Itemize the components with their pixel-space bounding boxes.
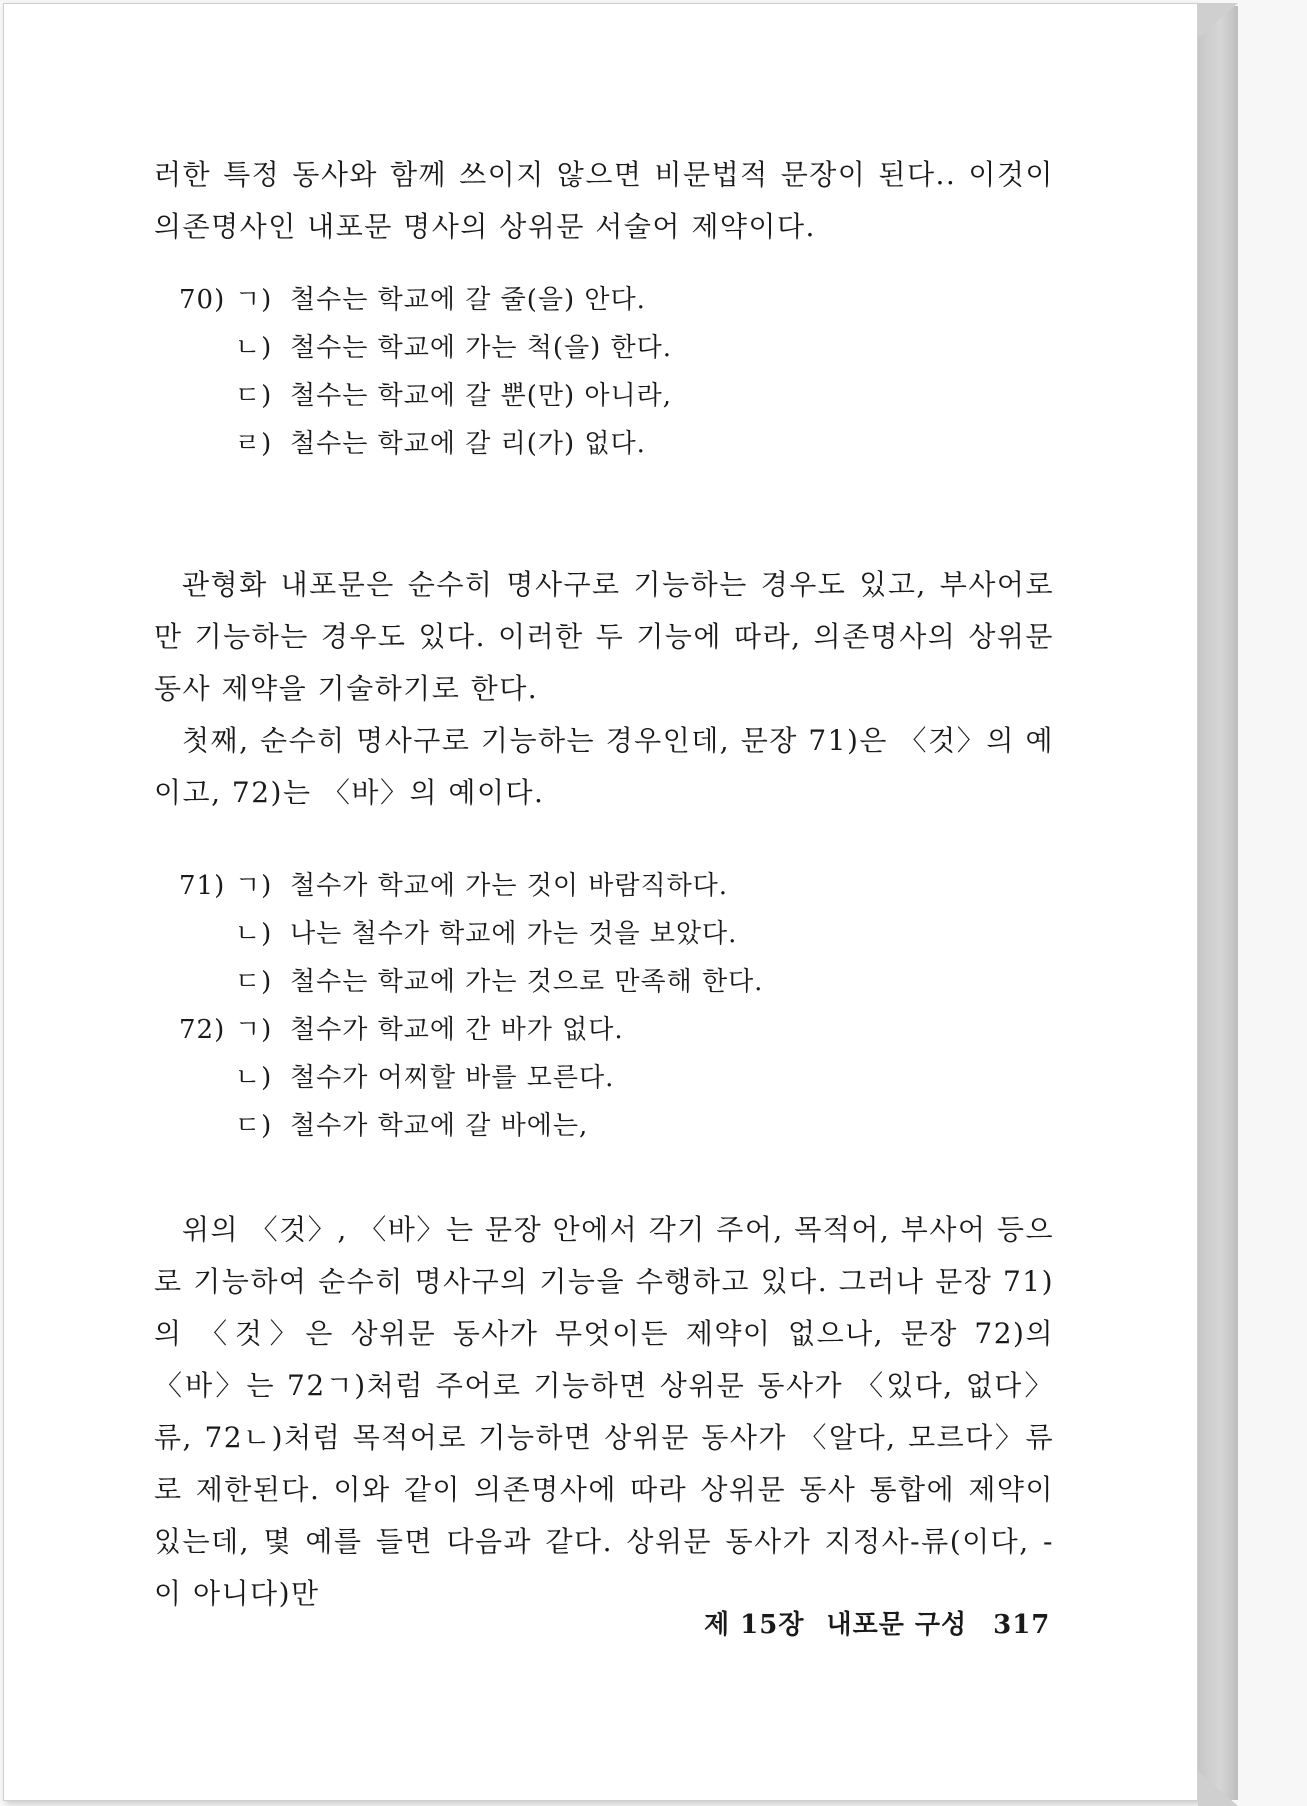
paragraph-text: 관형화 내포문은 순수히 명사구로 기능하는 경우도 있고, 부사어로만 기능하는 경우도 있다. 이러한 두 기능에 따라, 의존명사의 상위문 동사 제약을 기술하기로 한다. bbox=[154, 568, 1054, 705]
example-text: 철수는 학교에 갈 리(가) 없다. bbox=[290, 429, 646, 459]
example-number bbox=[179, 1054, 235, 1102]
paragraph-functions bbox=[154, 559, 1054, 819]
paragraph-explanation bbox=[154, 1204, 1054, 1620]
example-text: 나는 철수가 학교에 가는 것을 보았다. bbox=[290, 919, 738, 949]
example-text: 철수는 학교에 가는 것으로 만족해 한다. bbox=[290, 967, 764, 997]
example-line bbox=[179, 324, 672, 372]
paragraph-intro bbox=[154, 149, 1054, 253]
chapter-label: 제 15장 bbox=[704, 1610, 805, 1640]
example-marker: ㄷ) bbox=[235, 1111, 273, 1141]
example-number bbox=[179, 1102, 235, 1150]
example-marker: ㄱ) bbox=[235, 871, 273, 901]
example-number bbox=[179, 324, 235, 372]
example-marker: ㄷ) bbox=[235, 967, 273, 997]
example-line bbox=[179, 1102, 763, 1150]
example-line bbox=[179, 420, 672, 468]
example-number: 72) bbox=[179, 1015, 226, 1045]
example-line bbox=[179, 1054, 763, 1102]
example-line bbox=[179, 910, 763, 958]
example-marker: ㄴ) bbox=[235, 919, 273, 949]
example-text: 철수가 어찌할 바를 모른다. bbox=[290, 1063, 615, 1093]
example-line bbox=[179, 958, 763, 1006]
example-line bbox=[179, 372, 672, 420]
example-line bbox=[179, 276, 672, 324]
example-marker: ㄴ) bbox=[235, 333, 273, 363]
example-marker: ㄴ) bbox=[235, 1063, 273, 1093]
example-text: 철수가 학교에 간 바가 없다. bbox=[290, 1015, 624, 1045]
example-number bbox=[179, 910, 235, 958]
example-number bbox=[179, 372, 235, 420]
example-marker: ㄱ) bbox=[235, 1015, 273, 1045]
paragraph-text: 첫째, 순수히 명사구로 기능하는 경우인데, 문장 71)은 〈것〉의 예이고, 72)는 〈바〉의 예이다. bbox=[154, 724, 1054, 809]
page-footer bbox=[704, 1604, 1050, 1641]
page-stack-edge bbox=[1198, 6, 1238, 1800]
example-marker: ㄹ) bbox=[235, 429, 273, 459]
example-marker: ㄷ) bbox=[235, 381, 273, 411]
example-text: 철수가 학교에 갈 바에는, bbox=[290, 1111, 589, 1141]
example-text: 철수는 학교에 갈 뿐(만) 아니라, bbox=[290, 381, 673, 411]
page-stack-edge-top bbox=[1198, 3, 1238, 38]
example-group-70 bbox=[179, 276, 672, 468]
example-text: 철수는 학교에 가는 척(을) 한다. bbox=[290, 333, 673, 363]
example-text: 철수는 학교에 갈 줄(을) 안다. bbox=[290, 285, 646, 315]
paragraph-text: 위의 〈것〉, 〈바〉는 문장 안에서 각기 주어, 목적어, 부사어 등으로 기능하여 순수히 명사구의 기능을 수행하고 있다. 그러나 문장 71)의 〈것〉은 상위문 동사가 무엇이든 제약이 없으나, 문장 72)의 〈바〉는 72ㄱ)처럼 주어로 기능하면 상위문 동사가 〈있다, 없다〉류, 72ㄴ)처럼 목적어로 기능하면 상위문 동사가 〈알다, 모르다〉류로 제한된다. 이와 같이 의존명사에 따라 상위문 동사 통합에 제약이 있는데, 몇 예를 들면 다음과 같다. 상위문 동사가 지정사-류(이다, -이 아니다)만 bbox=[154, 1213, 1054, 1610]
page-number: 317 bbox=[993, 1610, 1051, 1640]
example-number: 70) bbox=[179, 285, 226, 315]
paragraph-text: 러한 특정 동사와 함께 쓰이지 않으면 비문법적 문장이 된다.. 이것이 의존명사인 내포문 명사의 상위문 서술어 제약이다. bbox=[154, 158, 1054, 243]
chapter-title: 내포문 구성 bbox=[826, 1610, 968, 1640]
example-line bbox=[179, 1006, 763, 1054]
example-group-71-72 bbox=[179, 862, 763, 1150]
example-number bbox=[179, 420, 235, 468]
example-marker: ㄱ) bbox=[235, 285, 273, 315]
book-page bbox=[3, 3, 1198, 1801]
example-line bbox=[179, 862, 763, 910]
example-text: 철수가 학교에 가는 것이 바람직하다. bbox=[290, 871, 729, 901]
example-number bbox=[179, 958, 235, 1006]
example-number: 71) bbox=[179, 871, 226, 901]
page-stack-edge-bottom bbox=[1198, 1771, 1238, 1806]
